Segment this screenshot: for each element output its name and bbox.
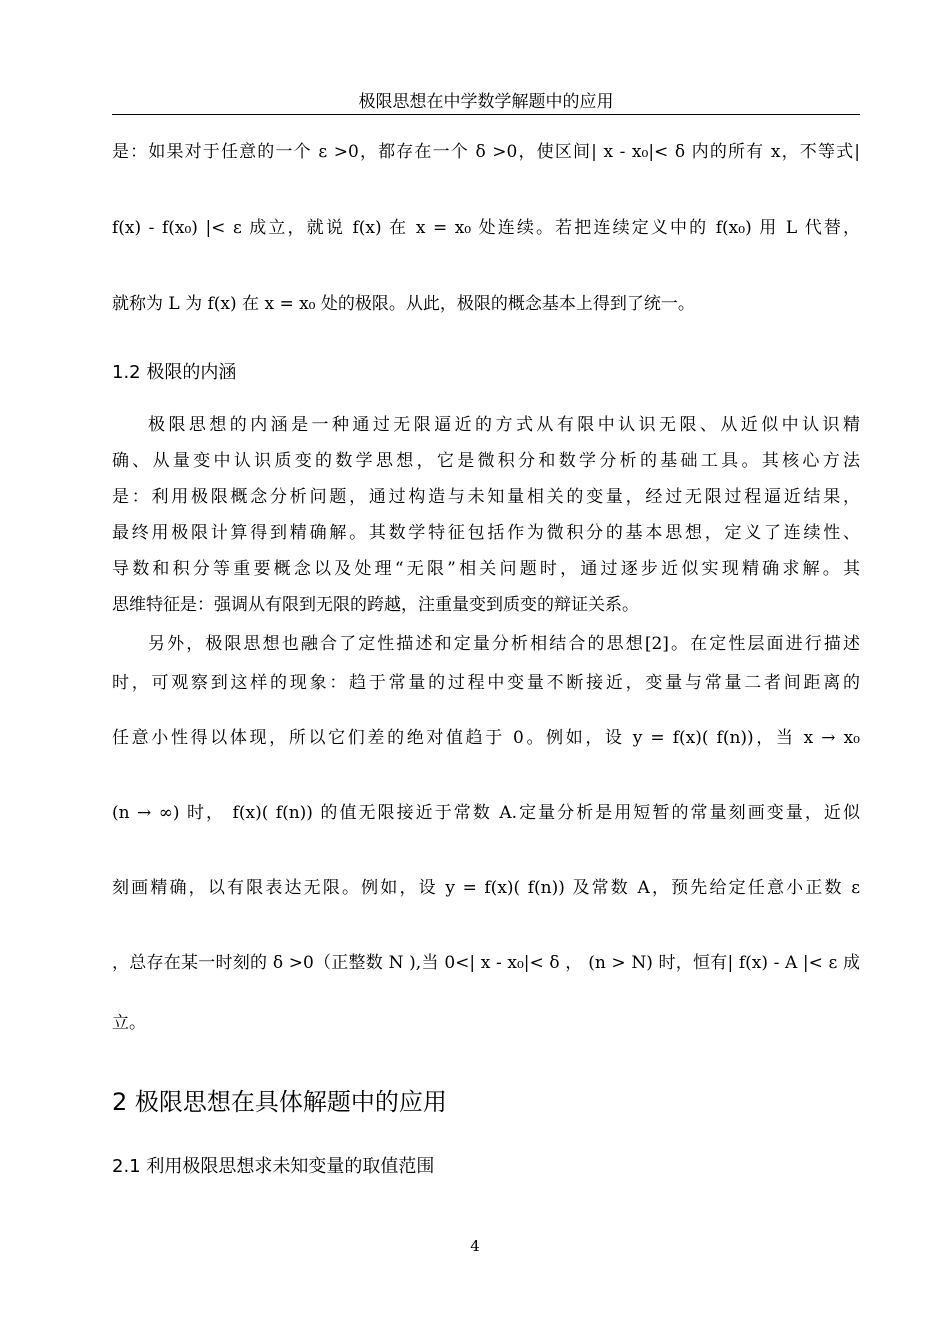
- body-line: 是：如果对于任意的一个 ε >0，都存在一个 δ >0，使区间| x - x₀|< δ 内的所有 x，不等式|: [112, 142, 860, 162]
- body-line: 立。: [112, 1013, 146, 1033]
- body-line: 极限思想的内涵是一种通过无限逼近的方式从有限中认识无限、从近似中认识精: [148, 415, 860, 435]
- body-line: 导数和积分等重要概念以及处理“无限”相关问题时，通过逐步近似实现精确求解。其: [112, 559, 860, 579]
- body-line: 另外，极限思想也融合了定性描述和定量分析相结合的思想[2]。在定性层面进行描述: [148, 634, 860, 654]
- body-line: (n → ∞) 时， f(x)( f(n)) 的值无限接近于常数 A.定量分析是用短暂的常量刻画变量，近似: [112, 803, 860, 823]
- body-line: 确、从量变中认识质变的数学思想，它是微积分和数学分析的基础工具。其核心方法: [112, 451, 860, 471]
- body-line: 时，可观察到这样的现象：趋于常量的过程中变量不断接近，变量与常量二者间距离的: [112, 673, 860, 693]
- body-line: 最终用极限计算得到精确解。其数学特征包括作为微积分的基本思想，定义了连续性、: [112, 523, 860, 543]
- body-line: 思维特征是：强调从有限到无限的跨越，注重量变到质变的辩证关系。: [112, 595, 639, 615]
- body-line: 就称为 L 为 f(x) 在 x = x₀ 处的极限。从此，极限的概念基本上得到了统一。: [112, 294, 695, 314]
- running-header-title: 极限思想在中学数学解题中的应用: [358, 92, 614, 112]
- body-line: ，总存在某一时刻的 δ >0（正整数 N ),当 0<| x - x₀|< δ ， (n > N) 时，恒有| f(x) - A |< ε 成: [112, 953, 860, 973]
- body-line: 刻画精确，以有限表达无限。例如，设 y = f(x)( f(n)) 及常数 A，预先给定任意小正数 ε: [112, 878, 860, 898]
- body-line: 任意小性得以体现，所以它们差的绝对值趋于 0。例如，设 y = f(x)( f(n))，当 x → x₀: [112, 728, 860, 748]
- section-heading-2: 2 极限思想在具体解题中的应用: [112, 1088, 447, 1116]
- body-line: f(x) - f(x₀) |< ε 成立，就说 f(x) 在 x = x₀ 处连续。若把连续定义中的 f(x₀) 用 L 代替，: [112, 218, 860, 238]
- section-heading-1-2: 1.2 极限的内涵: [112, 362, 237, 383]
- section-heading-2-1: 2.1 利用极限思想求未知变量的取值范围: [112, 1156, 435, 1177]
- body-line: 是：利用极限概念分析问题，通过构造与未知量相关的变量，经过无限过程逼近结果，: [112, 487, 860, 507]
- page-number: 4: [470, 1237, 480, 1255]
- header-rule: [112, 114, 860, 115]
